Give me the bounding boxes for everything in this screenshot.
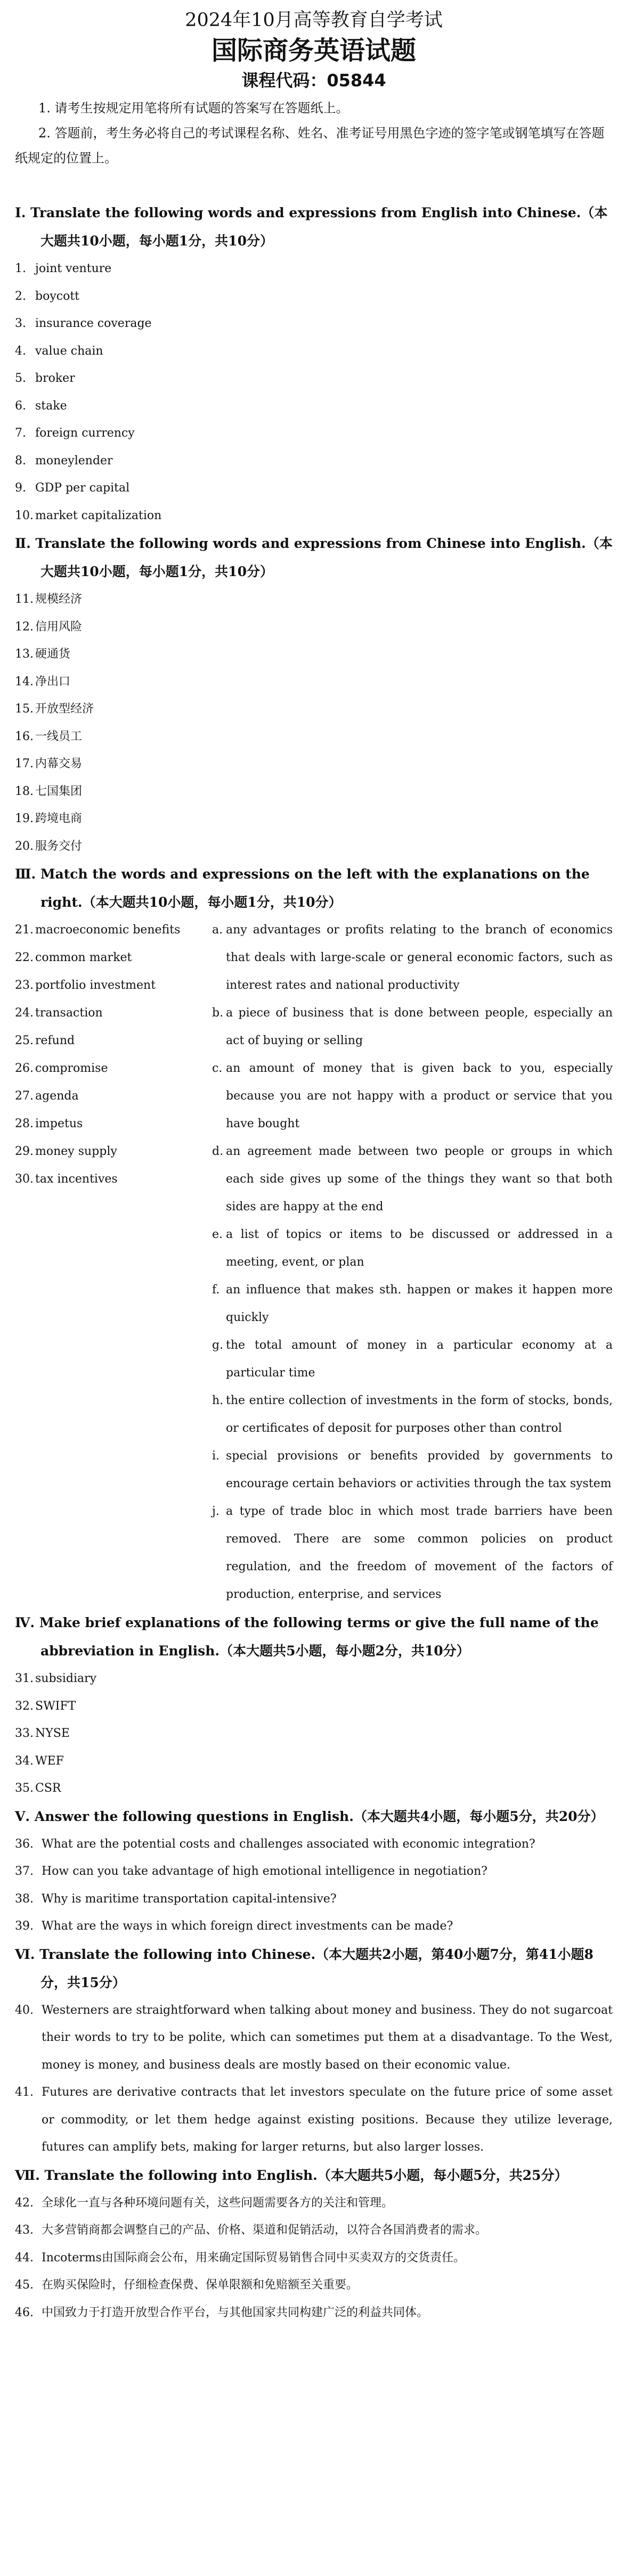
item-text: subsidiary: [35, 1672, 97, 1685]
item-text: insurance coverage: [35, 317, 152, 330]
item-number: 33.: [15, 1727, 34, 1740]
question-number: 39.: [15, 1919, 34, 1933]
item-text: moneylender: [35, 454, 113, 467]
item-number: 35.: [15, 1782, 34, 1795]
question: [15, 1885, 613, 1913]
explanation-item: [212, 1332, 613, 1387]
explanation-letter: f.: [212, 1283, 220, 1297]
list-item: [15, 1166, 212, 1193]
item-text: compromise: [35, 1062, 108, 1075]
question: [15, 1858, 613, 1885]
question: [15, 2271, 613, 2299]
list-item: [15, 365, 613, 392]
item-number: 12.: [15, 620, 34, 634]
list-item: [15, 1110, 212, 1138]
list-item: [15, 283, 613, 310]
item-number: 6.: [15, 399, 26, 413]
explanation-item: [212, 916, 613, 999]
item-number: 11.: [15, 593, 34, 606]
list-item: [15, 613, 613, 641]
item-text: joint venture: [35, 262, 112, 275]
list-item: [15, 916, 212, 944]
explanation-letter: j.: [212, 1505, 220, 1518]
explanation-item: [212, 1055, 613, 1138]
explanation-text: the entire collection of investments in the form of stocks, bonds, or certificates of deposit for purposes other than control: [226, 1394, 613, 1435]
item-number: 8.: [15, 454, 26, 467]
item-text: transaction: [35, 1006, 103, 1020]
item-number: 16.: [15, 729, 34, 743]
item-number: 34.: [15, 1754, 34, 1768]
item-text: 七国集团: [35, 784, 83, 798]
list-item: [15, 474, 613, 502]
spacer: [15, 171, 613, 199]
question-text: 全球化一直与各种环境问题有关，这些问题需要各方的关注和管理。: [42, 2196, 394, 2210]
section-4-list: [15, 1665, 613, 1802]
list-item: [15, 1748, 613, 1775]
item-number: 18.: [15, 784, 34, 798]
item-number: 13.: [15, 647, 34, 661]
item-number: 15.: [15, 702, 34, 716]
instruction-1: 1. 请考生按规定用笔将所有试题的答案写在答题纸上。: [38, 101, 349, 116]
question-number: 45.: [15, 2278, 34, 2292]
item-number: 19.: [15, 812, 34, 825]
instruction-2: 2. 答题前，考生务必将自己的考试课程名称、姓名、准考证号用黑色字迹的签字笔或钢笔填写在答题纸规定的位置上。: [15, 126, 605, 166]
section-3-heading: Ⅲ. Match the words and expressions on the left with the explanations on the right.（本大题共10小题，每小题1分，共10分）: [15, 866, 590, 910]
item-number: 32.: [15, 1699, 34, 1713]
list-item: [15, 641, 613, 668]
list-item: [15, 1665, 613, 1693]
question-text: 中国致力于打造开放型合作平台，与其他国家共同构建广泛的利益共同体。: [42, 2306, 429, 2319]
item-text: WEF: [35, 1754, 64, 1768]
list-item: [15, 778, 613, 806]
item-text: 开放型经济: [35, 702, 94, 716]
list-item: [15, 1027, 212, 1055]
question-number: 46.: [15, 2306, 34, 2319]
explanation-item: [212, 1276, 613, 1332]
item-text: broker: [35, 372, 75, 385]
section-1-heading: Ⅰ. Translate the following words and expressions from English into Chinese.（本大题共10小题，每小题1分，共10分）: [15, 205, 608, 249]
list-item: [15, 944, 212, 972]
question-text: 在购买保险时，仔细检查保费、保单限额和免赔额至关重要。: [42, 2278, 359, 2292]
item-text: 硬通货: [35, 647, 71, 661]
explanation-text: a list of topics or items to be discussed or addressed in a meeting, event, or plan: [226, 1228, 613, 1269]
item-text: SWIFT: [35, 1699, 76, 1713]
question-text: Why is maritime transportation capital-intensive?: [42, 1892, 337, 1906]
item-number: 17.: [15, 757, 34, 770]
list-item: [15, 1720, 613, 1748]
item-text: foreign currency: [35, 426, 135, 440]
explanation-letter: d.: [212, 1145, 224, 1158]
list-item: [15, 695, 613, 723]
list-item: [15, 420, 613, 447]
list-item: [15, 338, 613, 365]
list-item: [15, 1138, 212, 1166]
item-text: GDP per capital: [35, 481, 130, 495]
item-number: 14.: [15, 675, 34, 688]
item-number: 31.: [15, 1672, 34, 1685]
explanation-letter: g.: [212, 1339, 224, 1352]
item-text: 信用风险: [35, 620, 83, 634]
item-text: 规模经济: [35, 593, 83, 606]
item-number: 29.: [15, 1145, 34, 1158]
item-number: 1.: [15, 262, 26, 275]
section-5-heading: Ⅴ. Answer the following questions in English.（本大题共4小题，每小题5分，共20分）: [15, 1808, 604, 1824]
item-number: 21.: [15, 923, 34, 937]
explanation-text: any advantages or profits relating to the branch of economics that deals with large-scale or general economic factors, such as interest rates and national productivity: [226, 923, 613, 992]
section-2-list: [15, 586, 613, 860]
explanation-text: special provisions or benefits provided by governments to encourage certain behaviors or activities through the tax system: [226, 1449, 613, 1490]
item-number: 27.: [15, 1089, 34, 1103]
question-number: 41.: [15, 2086, 34, 2099]
list-item: [15, 1775, 613, 1802]
list-item: [15, 1082, 212, 1110]
question: [15, 1913, 613, 1940]
item-text: boycott: [35, 289, 80, 303]
question-number: 36.: [15, 1837, 34, 1851]
list-item: [15, 502, 613, 530]
course-title: 国际商务英语试题: [211, 36, 416, 65]
item-number: 20.: [15, 839, 34, 853]
question-number: 42.: [15, 2196, 34, 2210]
question: [15, 1831, 613, 1858]
section-1-list: [15, 255, 613, 529]
item-number: 25.: [15, 1034, 34, 1047]
question: [15, 2189, 613, 2217]
list-item: [15, 805, 613, 833]
item-text: agenda: [35, 1089, 79, 1103]
list-item: [15, 750, 613, 778]
question-number: 44.: [15, 2251, 34, 2265]
list-item: [15, 586, 613, 613]
section-7-heading: Ⅶ. Translate the following into English.（本大题共5小题，每小题5分，共25分）: [15, 2167, 568, 2183]
question: [15, 2217, 613, 2244]
item-text: impetus: [35, 1117, 83, 1130]
item-text: NYSE: [35, 1727, 70, 1740]
section-2-heading: Ⅱ. Translate the following words and expressions from Chinese into English.（本大题共10小题，每小题1分，共10分）: [15, 536, 613, 579]
question: [15, 2079, 613, 2161]
item-number: 24.: [15, 1006, 34, 1020]
item-text: CSR: [35, 1782, 61, 1795]
explanation-letter: b.: [212, 1006, 224, 1020]
item-text: common market: [35, 951, 132, 964]
matching-block: [15, 916, 613, 1609]
question-text: What are the potential costs and challenges associated with economic integration?: [42, 1837, 535, 1851]
explanation-text: an amount of money that is given back to you, especially because you are not happy with a product or service that you have bought: [226, 1062, 613, 1130]
item-text: market capitalization: [35, 508, 162, 522]
question-text: How can you take advantage of high emotional intelligence in negotiation?: [42, 1865, 487, 1878]
question-text: Incoterms由国际商会公布，用来确定国际贸易销售合同中买卖双方的交货责任。: [42, 2251, 465, 2265]
item-number: 30.: [15, 1172, 34, 1186]
section-6-heading: Ⅵ. Translate the following into Chinese.（本大题共2小题，第40小题7分，第41小题8分，共15分）: [15, 1946, 594, 1990]
item-text: stake: [35, 399, 67, 413]
explanation-item: [212, 1442, 613, 1498]
question: [15, 1997, 613, 2079]
question-text: Futures are derivative contracts that let investors speculate on the future price of some asset or commodity, or let them hedge against existing positions. Because they utilize leverage, futures can amplify bets, making for larger returns, but also larger losses.: [42, 2086, 613, 2154]
list-item: [15, 1693, 613, 1720]
item-text: tax incentives: [35, 1172, 118, 1186]
question-number: 37.: [15, 1865, 34, 1878]
list-item: [15, 833, 613, 860]
item-number: 28.: [15, 1117, 34, 1130]
item-number: 3.: [15, 317, 26, 330]
item-number: 26.: [15, 1062, 34, 1075]
item-number: 10.: [15, 508, 34, 522]
exam-title: 2024年10月高等教育自学考试: [185, 10, 443, 31]
question-number: 40.: [15, 2003, 34, 2017]
explanation-item: [212, 1498, 613, 1609]
explanation-letter: e.: [212, 1228, 223, 1241]
item-number: 9.: [15, 481, 26, 495]
explanation-item: [212, 999, 613, 1055]
explanation-text: a type of trade bloc in which most trade barriers have been removed. There are some common policies on product regulation, and the freedom of movement of the factors of production, enterprise, and services: [226, 1505, 613, 1601]
question: [15, 2244, 613, 2272]
item-text: 服务交付: [35, 839, 83, 853]
item-number: 4.: [15, 344, 26, 358]
list-item: [15, 447, 613, 475]
item-text: 一线员工: [35, 729, 83, 743]
explanation-letter: c.: [212, 1062, 223, 1075]
question-text: Westerners are straightforward when talking about money and business. They do not sugarcoat their words to try to be polite, which can sometimes put them at a disadvantage. To the West, money is money, and business deals are mostly based on their economic value.: [42, 2003, 613, 2072]
course-code: 课程代码：05844: [241, 70, 386, 91]
item-number: 23.: [15, 979, 34, 992]
item-text: money supply: [35, 1145, 117, 1158]
explanation-item: [212, 1387, 613, 1442]
explanation-text: a piece of business that is done between people, especially an act of buying or selling: [226, 1006, 613, 1047]
item-number: 22.: [15, 951, 34, 964]
list-item: [15, 392, 613, 420]
explanation-text: an agreement made between two people or groups in which each side gives up some of the things they want so that both sides are happy at the end: [226, 1145, 613, 1213]
item-number: 5.: [15, 372, 26, 385]
explanation-item: [212, 1138, 613, 1221]
explanation-text: an influence that makes sth. happen or makes it happen more quickly: [226, 1283, 613, 1324]
explanation-item: [212, 1221, 613, 1276]
explanation-letter: h.: [212, 1394, 224, 1407]
list-item: [15, 1055, 212, 1082]
explanation-text: the total amount of money in a particular economy at a particular time: [226, 1339, 613, 1380]
item-text: macroeconomic benefits: [35, 923, 181, 937]
explanation-letter: i.: [212, 1449, 220, 1463]
item-number: 7.: [15, 426, 26, 440]
matching-terms: [15, 916, 212, 1193]
list-item: [15, 255, 613, 283]
list-item: [15, 972, 212, 999]
question-number: 43.: [15, 2224, 34, 2237]
question: [15, 2299, 613, 2327]
question-number: 38.: [15, 1892, 34, 1906]
item-text: portfolio investment: [35, 979, 156, 992]
section-4-heading: Ⅳ. Make brief explanations of the following terms or give the full name of the abbreviation in English.（本大题共5小题，每小题2分，共10分）: [15, 1615, 599, 1659]
question-text: What are the ways in which foreign direct investments can be made?: [42, 1919, 453, 1933]
question-text: 大多营销商都会调整自己的产品、价格、渠道和促销活动，以符合各国消费者的需求。: [42, 2224, 487, 2237]
item-text: 内幕交易: [35, 757, 83, 770]
matching-explanations: [212, 916, 613, 1609]
list-item: [15, 668, 613, 696]
list-item: [15, 310, 613, 338]
list-item: [15, 999, 212, 1027]
explanation-letter: a.: [212, 923, 223, 937]
item-text: 跨境电商: [35, 812, 83, 825]
item-text: 净出口: [35, 675, 71, 688]
item-text: refund: [35, 1034, 75, 1047]
list-item: [15, 723, 613, 751]
item-number: 2.: [15, 289, 26, 303]
item-text: value chain: [35, 344, 103, 358]
